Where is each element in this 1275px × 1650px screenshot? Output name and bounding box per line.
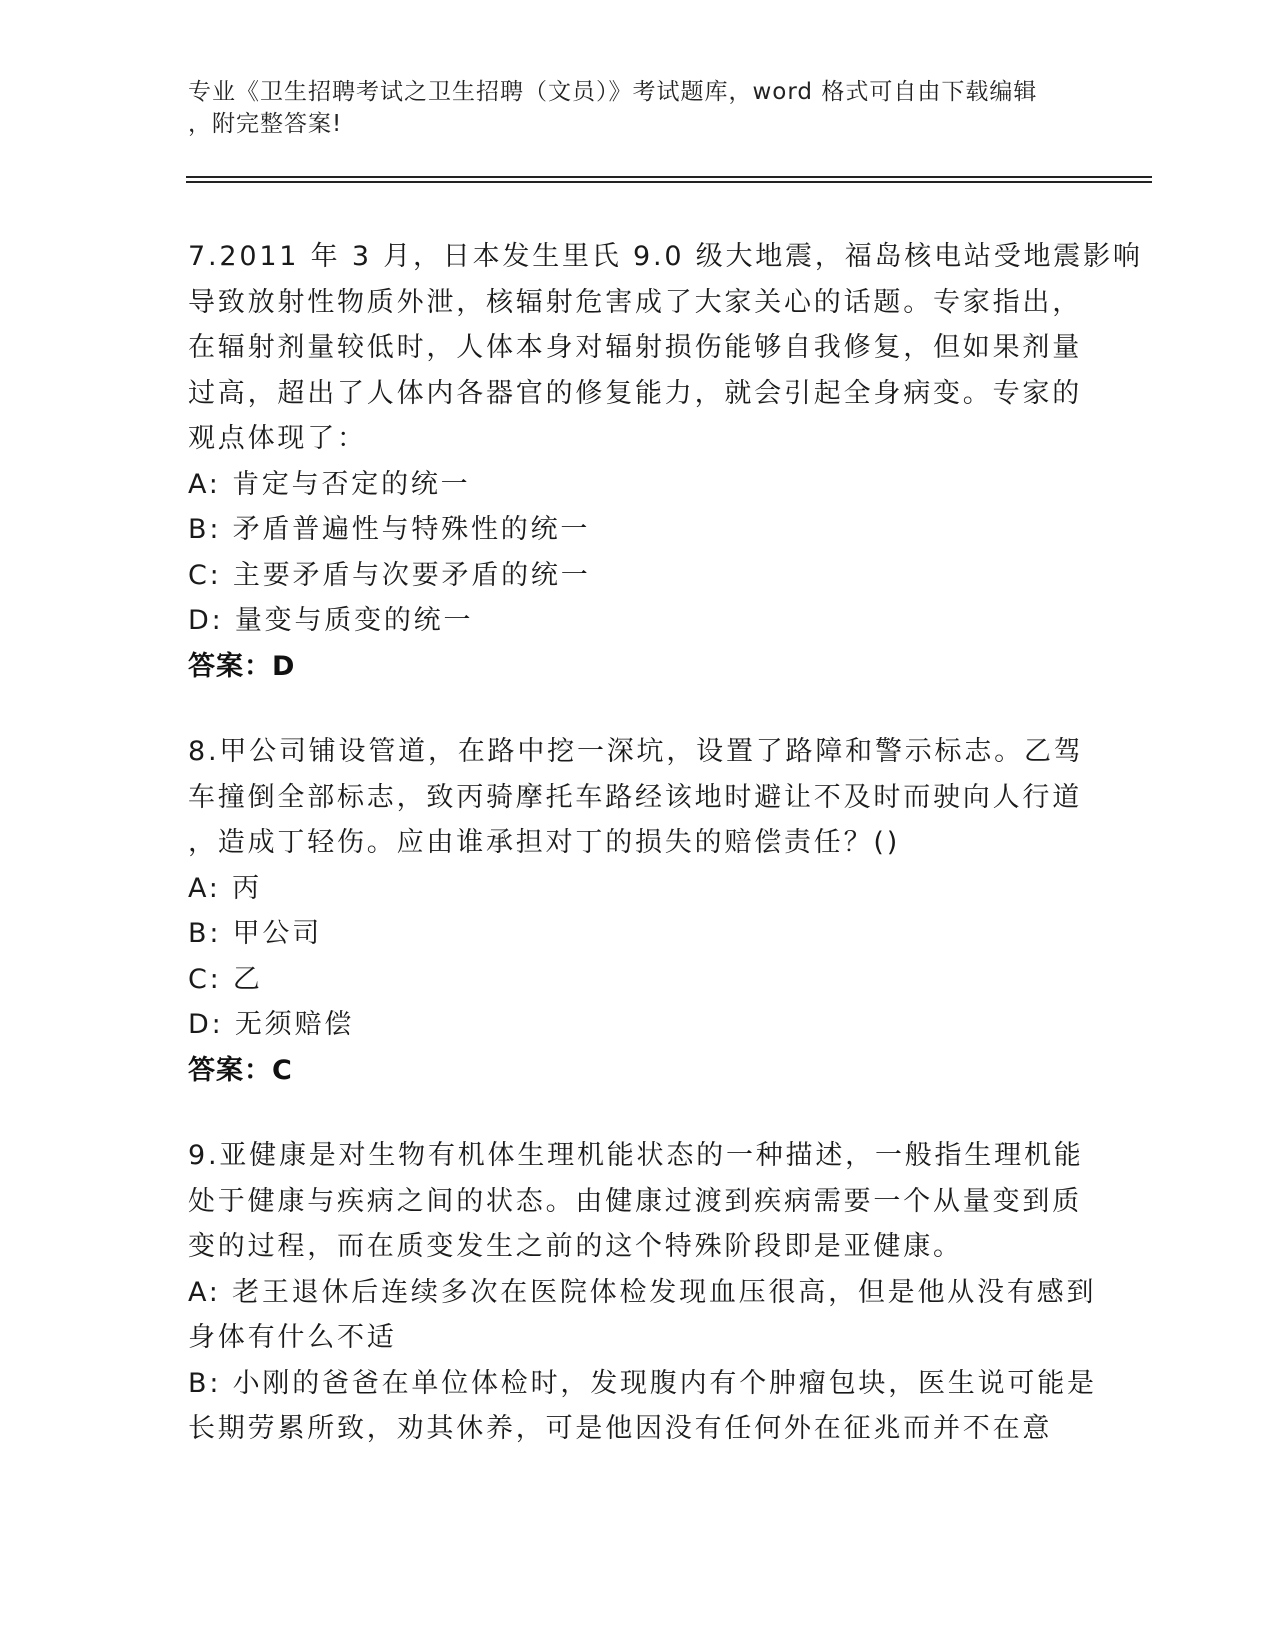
option-c: C: 主要矛盾与次要矛盾的统一 — [188, 559, 591, 591]
question-text-line: ，造成丁轻伤。应由谁承担对丁的损失的赔偿责任？() — [188, 827, 901, 858]
question-8 — [188, 729, 1088, 1093]
option-c: C: 乙 — [188, 963, 263, 995]
question-text-line: 车撞倒全部标志，致丙骑摩托车路经该地时避让不及时而驶向人行道 — [188, 781, 1082, 813]
option-b: B: 小刚的爸爸在单位体检时，发现腹内有个肿瘤包块，医生说可能是 — [188, 1367, 1097, 1399]
option-d: D: 量变与质变的统一 — [188, 605, 474, 636]
question-text-line: 处于健康与疾病之间的状态。由健康过渡到疾病需要一个从量变到质 — [188, 1185, 1082, 1217]
option-a: A: 丙 — [188, 872, 262, 904]
option-a-continuation: 身体有什么不适 — [188, 1322, 397, 1353]
question-text-line: 9.亚健康是对生物有机体生理机能状态的一种描述，一般指生理机能 — [188, 1140, 1084, 1171]
option-d: D: 无须赔偿 — [188, 1009, 355, 1040]
question-text-line: 观点体现了： — [188, 423, 367, 454]
option-a: A: 肯定与否定的统一 — [188, 468, 471, 500]
question-text-line: 变的过程，而在质变发生之前的这个特殊阶段即是亚健康。 — [188, 1231, 963, 1262]
question-text-line: 8.甲公司铺设管道，在路中挖一深坑，设置了路障和警示标志。乙驾 — [188, 736, 1084, 767]
option-b-continuation: 长期劳累所致，劝其休养，可是他因没有任何外在征兆而并不在意 — [188, 1413, 1053, 1444]
header-line-1: 专业《卫生招聘考试之卫生招聘（文员）》考试题库，word 格式可自由下载编辑 — [188, 79, 1038, 105]
question-9 — [188, 1133, 1097, 1452]
question-7 — [188, 234, 1143, 689]
question-text-line: 过高，超出了人体内各器官的修复能力，就会引起全身病变。专家的 — [188, 377, 1082, 409]
question-text-line: 7.2011 年 3 月，日本发生里氏 9.0 级大地震，福岛核电站受地震影响 — [188, 241, 1143, 272]
answer-label: 答案：C — [188, 1054, 293, 1086]
option-a: A: 老王退休后连续多次在医院体检发现血压很高，但是他从没有感到 — [188, 1276, 1097, 1308]
answer-label: 答案：D — [188, 650, 296, 682]
header-divider-top — [186, 176, 1152, 178]
question-text-line: 在辐射剂量较低时，人体本身对辐射损伤能够自我修复，但如果剂量 — [188, 332, 1082, 363]
header-line-2: ，附完整答案! — [188, 111, 343, 137]
question-text-line: 导致放射性物质外泄，核辐射危害成了大家关心的话题。专家指出， — [188, 286, 1082, 318]
header-divider-bottom — [186, 181, 1152, 183]
option-b: B: 甲公司 — [188, 918, 323, 949]
question-list — [188, 234, 1143, 1492]
document-header — [188, 76, 1088, 140]
option-b: B: 矛盾普遍性与特殊性的统一 — [188, 514, 591, 545]
